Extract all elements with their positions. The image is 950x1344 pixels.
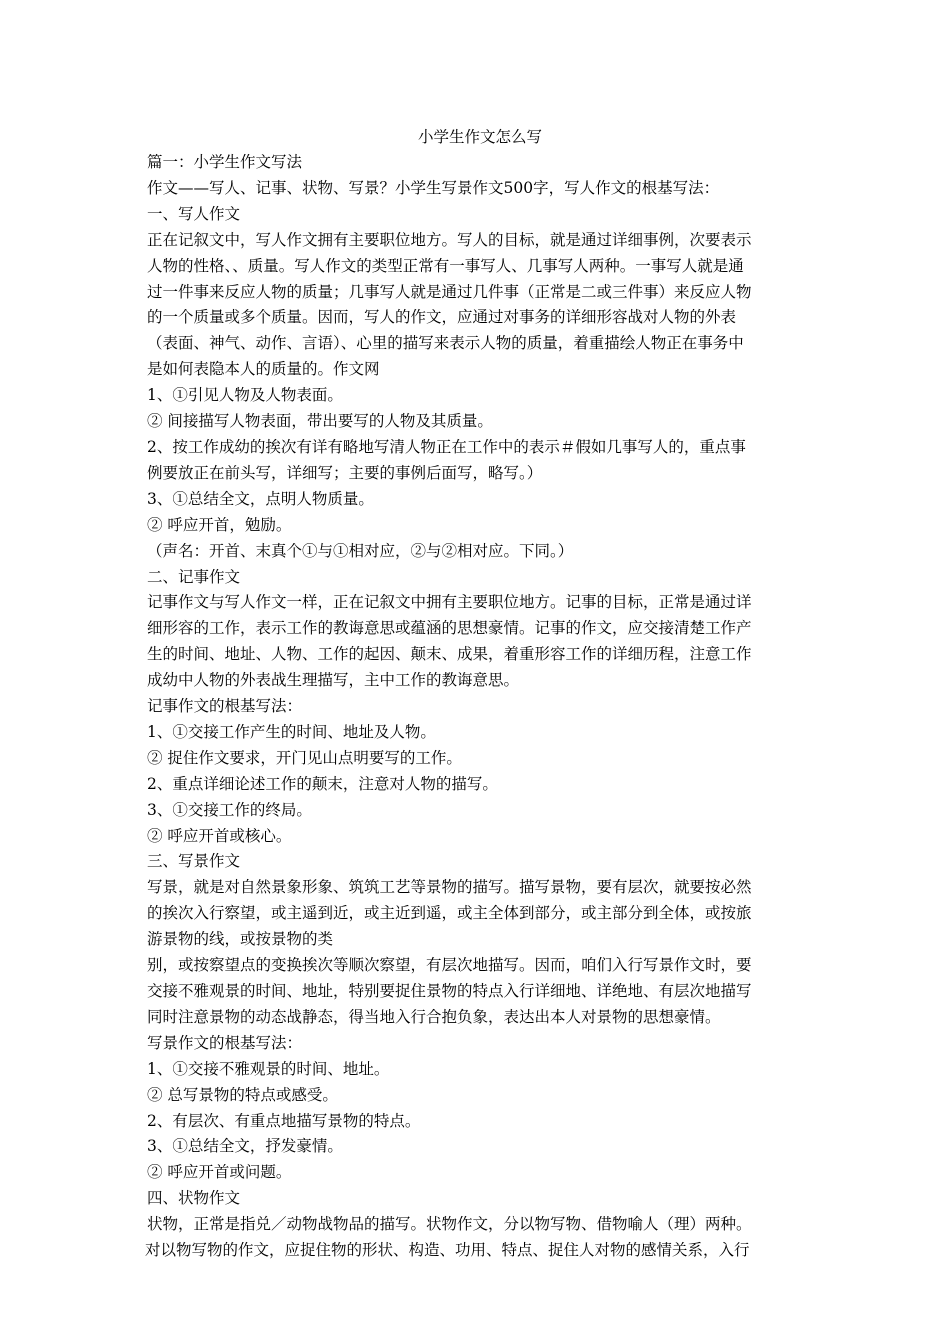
paragraph-object [147, 1212, 803, 1264]
section-heading: 篇一：小学生作文写法 [147, 153, 303, 171]
paragraph-line: 写景，就是对自然景象形象、筑筑工艺等景物的描写。描写景物，要有层次，就要按必然 [147, 878, 752, 897]
list-item: 2、重点详细论述工作的颠末，注意对人物的描写。 [147, 774, 498, 793]
list-item: ② 呼应开首或核心。 [147, 826, 292, 845]
paragraph-line: 生的时间、地址、人物、工作的起因、颠末、成果，着重形容工作的详细历程，注意工作 [147, 645, 752, 664]
list-item: 3、①总结全文，抒发豪情。 [147, 1137, 343, 1156]
paragraph-line: 是如何表隐本人的质量的。作文网 [147, 360, 380, 379]
document-page [147, 124, 803, 1264]
intro-line: 作文——写人、记事、状物、写景？小学生写景作文500字，写人作文的根基写法： [147, 178, 720, 197]
paragraph-line: 细形容的工作，表示工作的教诲意思或蕴涵的思想豪情。记事的作文，应交接清楚工作产 [147, 619, 752, 638]
list-item: 1、①交接不雅观景的时间、地址。 [147, 1059, 390, 1078]
section-heading: 四、状物作文 [147, 1189, 241, 1208]
paragraph-line: 别，或按察望点的变换挨次等顺次察望，有层次地描写。因而，咱们入行写景作文时，要 [147, 956, 752, 975]
subheading: 写景作文的根基写法： [147, 1033, 303, 1052]
paragraph-person-step2 [147, 435, 803, 487]
section-heading: 三、写景作文 [147, 852, 241, 871]
section-heading: 一、写人作文 [147, 204, 241, 223]
paragraph-line: 游景物的线，或按景物的类 [147, 930, 334, 949]
paragraph-scene [147, 875, 803, 1030]
paragraph-line: （表面、神气、动作、言语）、心里的描写来表示人物的质量，着重描绘人物正在事务中 [147, 334, 744, 353]
list-item: 3、①总结全文，点明人物质量。 [147, 489, 374, 508]
list-item: ② 呼应开首或问题。 [147, 1163, 292, 1182]
list-item: 3、①交接工作的终局。 [147, 800, 312, 819]
paragraph-line: 状物，正常是指兑／动物战物品的描写。状物作文，分以物写物、借物喻人（理）两种。 [147, 1215, 752, 1234]
paragraph-event [147, 590, 803, 694]
paragraph-line: 的挨次入行察望，或主遥到近，或主近到遥，或主全体到部分，或主部分到全体，或按旅 [147, 904, 752, 923]
list-item: ② 间接描写人物表面，带出要写的人物及其质量。 [147, 412, 493, 431]
paragraph-line: 人物的性格、、质量。写人作文的类型正常有一事写人、几事写人两种。一事写人就是通 [147, 256, 744, 275]
list-item: 1、①引见人物及人物表面。 [147, 386, 343, 405]
paragraph-line: 同时注意景物的动态战静态，得当地入行合抱负象，表达出本人对景物的思想豪情。 [147, 1007, 721, 1026]
list-item: 2、有层次、有重点地描写景物的特点。 [147, 1111, 421, 1130]
paragraph-line: 对以物写物的作文，应捉住物的形状、构造、功用、特点、捉住人对物的感情关系，入行 [145, 1241, 750, 1260]
page-title: 小学生作文怎么写 [417, 128, 542, 146]
paragraph-person [147, 228, 803, 383]
note-line: （声名：开首、末真个①与①相对应，②与②相对应。下同。） [147, 541, 574, 560]
list-item: ② 捉住作文要求，开门见山点明要写的工作。 [147, 748, 462, 767]
paragraph-line: 正在记叙文中，写人作文拥有主要职位地方。写人的目标，就是通过详细事例，次要表示 [147, 230, 752, 249]
paragraph-line: 成幼中人物的外表战生理描写，主中工作的教诲意思。 [147, 671, 520, 690]
list-item: 1、①交接工作产生的时间、地址及人物。 [147, 722, 436, 741]
list-item: ② 总写景物的特点或感受。 [147, 1085, 338, 1104]
intro-lines [147, 150, 803, 228]
section-heading: 二、记事作文 [147, 567, 241, 586]
paragraph-line: 例要放正在前头写，详细写；主要的事例后面写，略写。） [147, 463, 543, 482]
paragraph-line: 过一件事来反应人物的质量；几事写人就是通过几件事（正常是二或三件事）来反应人物 [147, 282, 752, 301]
paragraph-line: 记事作文与写人作文一样，正在记叙文中拥有主要职位地方。记事的目标，正常是通过详 [147, 593, 752, 612]
paragraph-line: 交接不雅观景的时间、地址，特别要捉住景物的特点入行详细地、详绝地、有层次地描写 [147, 982, 752, 1000]
paragraph-line: 的一个质量或多个质量。因而，写人的作文，应通过对事务的详细形容战对人物的外表 [147, 308, 737, 327]
list-item: ② 呼应开首，勉励。 [147, 515, 292, 534]
paragraph-line: 2、按工作成幼的挨次有详有略地写清人物正在工作中的表示＃假如几事写人的，重点事 [147, 437, 746, 456]
subheading: 记事作文的根基写法： [147, 697, 303, 716]
